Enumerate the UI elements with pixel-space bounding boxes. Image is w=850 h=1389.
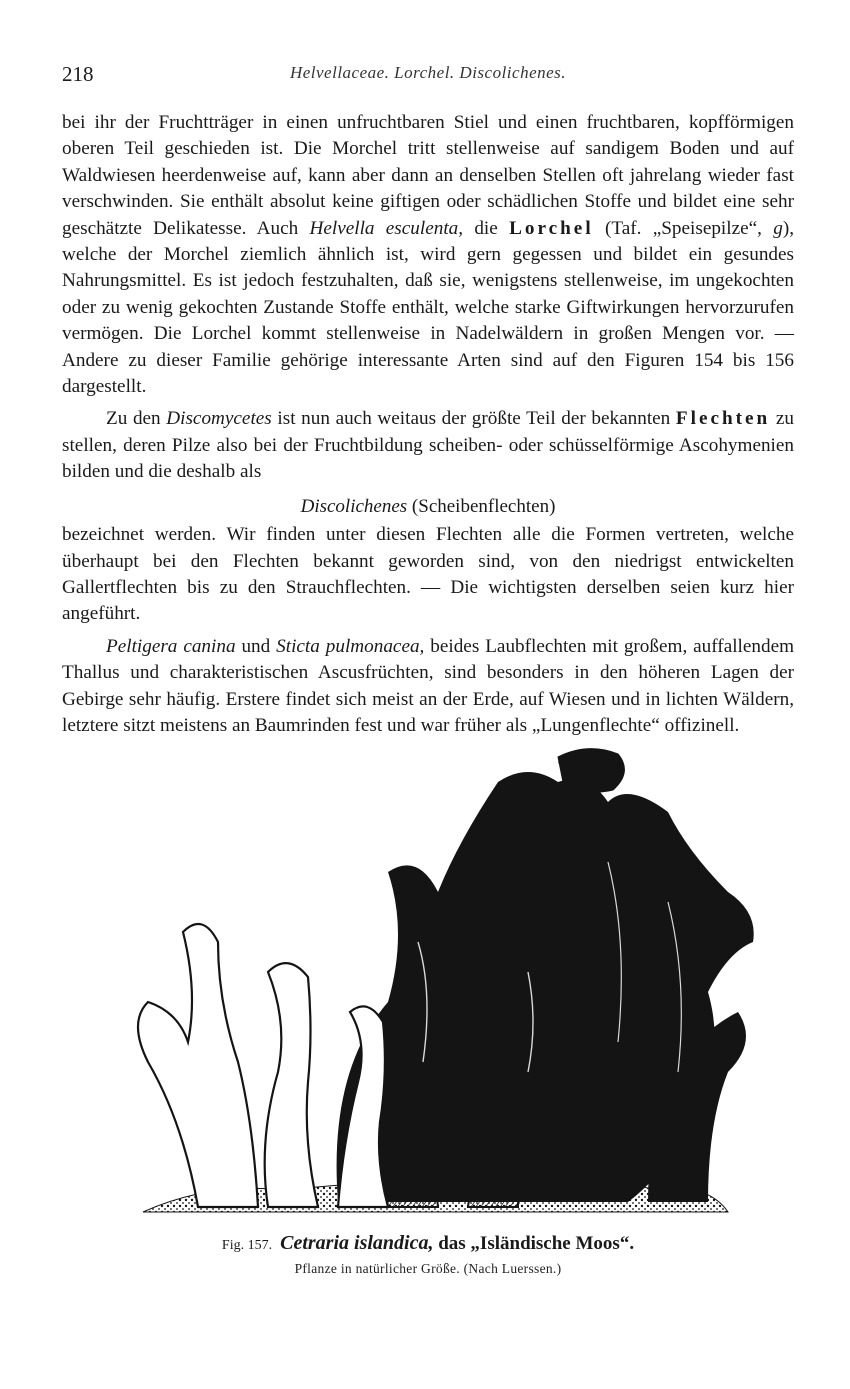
lichen-illustration xyxy=(88,742,778,1224)
thallus-left-branch xyxy=(138,924,258,1207)
caption-common-name: das „Isländische Moos“. xyxy=(433,1233,635,1254)
paragraph-1: bei ihr der Fruchtträger in einen unfruchtbaren Stiel und einen fruchtbaren, kopfförmigen oberen Teil geschieden ist. Die Morchel tritt stellenweise auf sandigem Boden und auf Waldwiesen heerdenweise auf, kann aber dann an denselben Stellen oft jahrelang wieder fast verschwinden. Sie enthält absolut keine giftigen oder schädlichen Stoffe und bildet eine sehr geschätzte Delikatesse. Auch Helvella esculenta, die Lorchel (Taf. „Speisepilze“, g), welche der Morchel ziemlich ähnlich ist, wird gern gegessen und bildet ein gesundes Nahrungsmittel. Es ist jedoch festzuhalten, daß sie, wenigstens stellenweise, im ungekochten oder zu wenig gekochten Zustande Stoffe enthält, welche starke Giftwirkungen hervorzurufen vermögen. Die Lorchel kommt stellenweise in Nadelwäldern in großen Mengen vor. — Andere zu dieser Familie gehörige interessante Arten sind auf den Figuren 154 bis 156 dargestellt. xyxy=(62,112,794,398)
cetraria-engraving xyxy=(88,742,778,1224)
taxon-name: Discomycetes xyxy=(166,408,272,430)
section-heading: Discolichenes (Scheibenflechten) xyxy=(300,495,556,517)
paragraph-4: Peltigera canina und Sticta pulmonacea, beides Laubflechten mit großem, auffallendem Thallus und charakteristischen Ascusfrüchten, sind besonders in den höheren Lagen der Gebirge sehr häufig. Erstere findet sich meist an der Erde, auf Wiesen und in lichten Wäldern, letztere sitzt meistens an Baumrinden fest und war früher als „Lungenflechte“ offizinell. xyxy=(62,635,795,736)
page-header xyxy=(62,62,794,88)
species-name: Peltigera canina xyxy=(106,635,236,657)
body-text xyxy=(62,110,794,739)
spaced-term: Flechten xyxy=(675,408,771,430)
running-head: Helvellaceae. Lorchel. Discolichenes. xyxy=(289,63,567,82)
figure-label: Fig. 157. xyxy=(221,1238,273,1253)
page-number: 218 xyxy=(62,62,94,86)
caption-subtitle: Pflanze in natürlicher Größe. (Nach Luerssen.) xyxy=(294,1261,562,1276)
apothecium xyxy=(558,749,624,793)
caption-main xyxy=(62,1231,794,1258)
paragraph-2: Zu den Discomycetes ist nun auch weitaus der größte Teil der bekannten Flechten zu stellen, deren Pilze also bei der Fruchtbildung scheiben- oder schüsselförmige Ascohymenien bilden und die deshalb als xyxy=(62,408,794,483)
caption-species: Cetraria islandica, xyxy=(280,1232,434,1254)
species-name: Helvella esculenta, xyxy=(309,217,464,239)
figure-caption xyxy=(62,1231,794,1279)
species-name: Sticta pulmonacea, xyxy=(276,635,425,657)
spaced-term: Lorchel xyxy=(509,217,594,239)
thallus-left-branch xyxy=(265,963,318,1207)
paragraph-3: bezeichnet werden. Wir finden unter diesen Flechten alle die Formen vertreten, welche überhaupt bei den Flechten bekannt geworden sind, von den niedrigst entwickelten Gallertflechten bis zu den Strauchflechten. — Die wichtigsten derselben seien kurz hier angeführt. xyxy=(62,524,794,625)
